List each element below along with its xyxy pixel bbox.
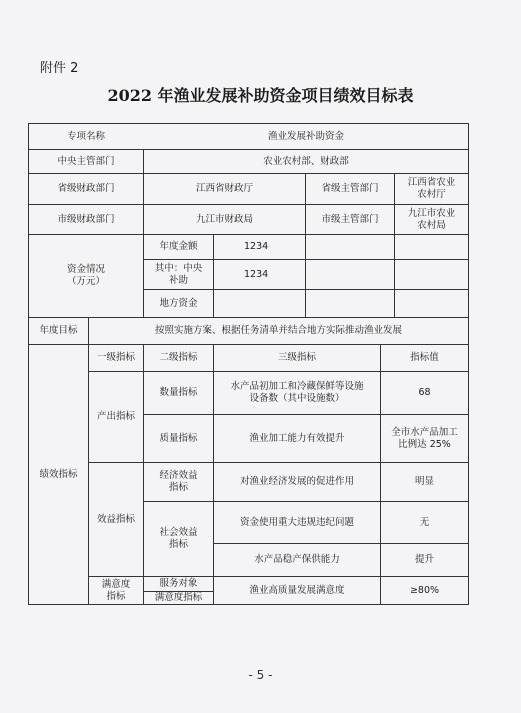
city-competent-value: 九江市农业 农村局 [407,207,456,231]
social-benefit-label: 社会效益 指标 [159,527,198,550]
service-target-label: 服务对象 [159,578,198,589]
prov-competent-value: 江西省农业 农村厅 [407,177,456,200]
page-number: - 5 - [248,668,273,682]
funds-label: 资金情况 （万元） [66,264,105,287]
satisfaction-sub-label: 满意度指标 [154,592,203,603]
benefit-indicators-label: 效益指标 [96,513,135,525]
central-fund-value: 1234 [244,268,269,280]
col-level3-header: 三级指标 [277,352,316,363]
quantity-indicator-label: 数量指标 [159,387,198,398]
economic-benefit-item: 对渔业经济发展的促进作用 [239,476,354,487]
annex-label: 附件 2 [40,61,79,76]
central-dept-label: 中央主管部门 [57,155,115,167]
col-value-header: 指标值 [410,352,439,363]
satisfaction-indicators-label: 满意度 指标 [101,578,131,602]
project-name-value: 渔业发展补助资金 [267,130,344,142]
annual-amount-value: 1234 [244,241,269,252]
quantity-indicator-value: 68 [418,387,431,398]
prov-finance-value: 江西省财政厅 [195,183,253,194]
central-fund-label: 其中：中央 补助 [154,262,203,286]
social-benefit-item-2: 水产品稳产保供能力 [254,554,340,565]
economic-benefit-value: 明显 [414,476,434,487]
annual-amount-label: 年度金额 [159,241,198,252]
quantity-indicator-item: 水产品初加工和冷藏保鲜等设施 设备数（其中设施数） [230,381,364,404]
satisfaction-value: ≥80% [409,584,440,596]
central-dept-value: 农业农村部、财政部 [263,155,349,167]
quality-indicator-value: 全市水产品加工 比例达 25% [391,426,458,450]
col-level1-header: 一级指标 [96,352,135,363]
project-name-label: 专项名称 [66,130,105,142]
annual-goal-label: 年度目标 [39,325,78,336]
satisfaction-item: 渔业高质量发展满意度 [249,584,345,596]
quality-indicator-label: 质量指标 [159,432,198,444]
col-level2-header: 二级指标 [159,352,198,363]
prov-competent-label: 省级主管部门 [321,183,379,194]
city-finance-value: 九江市财政局 [195,213,253,225]
social-benefit-value-2: 提升 [414,554,434,565]
annual-goal-value: 按照实施方案、根据任务清单并结合地方实际推动渔业发展 [154,325,402,336]
social-benefit-item-1: 资金使用重大违规违纪问题 [239,516,354,528]
page-title: 2022 年渔业发展补助资金项目绩效目标表 [107,86,414,105]
quality-indicator-item: 渔业加工能力有效提升 [249,432,345,444]
output-indicators-label: 产出指标 [96,411,135,422]
city-competent-label: 市级主管部门 [321,213,379,225]
local-fund-label: 地方资金 [159,297,198,309]
prov-finance-label: 省级财政部门 [57,183,115,194]
city-finance-label: 市级财政部门 [57,213,115,225]
economic-benefit-label: 经济效益 指标 [159,470,198,493]
perf-indicators-label: 绩效指标 [39,468,78,480]
social-benefit-value-1: 无 [419,516,430,528]
